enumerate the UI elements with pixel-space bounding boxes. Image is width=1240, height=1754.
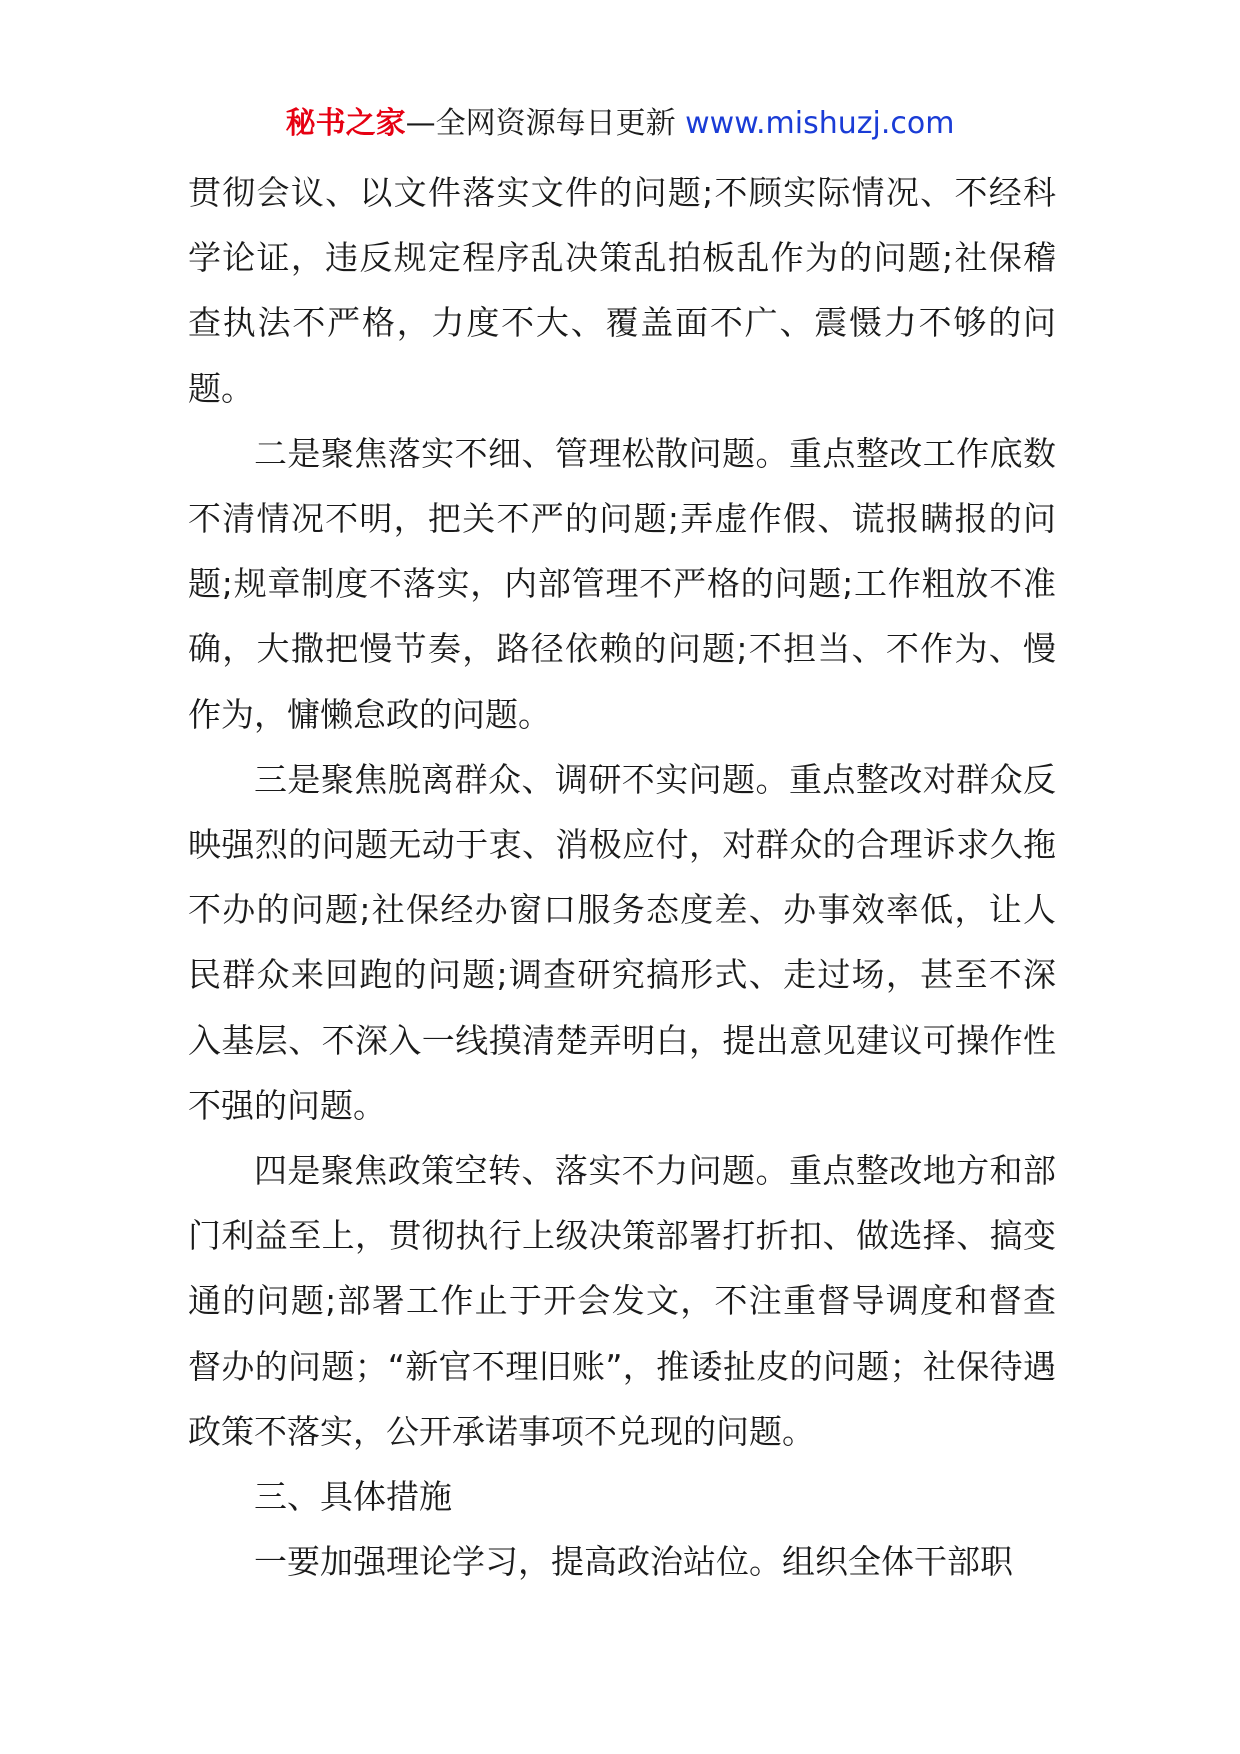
paragraph-focus-four: 四是聚焦政策空转、落实不力问题。重点整改地方和部门利益至上，贯彻执行上级决策部署打折扣、做选择、搞变通的问题;部署工作止于开会发文，不注重督导调度和督查督办的问题；“新官不理旧账”，推诿扯皮的问题；社保待遇政策不落实，公开承诺事项不兑现的问题。 bbox=[188, 1151, 1056, 1451]
paragraph-focus-three: 三是聚焦脱离群众、调研不实问题。重点整改对群众反映强烈的问题无动于衷、消极应付，对群众的合理诉求久拖不办的问题;社保经办窗口服务态度差、办事效率低，让人民群众来回跑的问题;调查研究搞形式、走过场，甚至不深入基层、不深入一线摸清楚弄明白，提出意见建议可操作性不强的问题。 bbox=[188, 759, 1056, 1125]
paragraph-focus-two: 二是聚焦落实不细、管理松散问题。重点整改工作底数不清情况不明，把关不严的问题;弄虚作假、谎报瞒报的问题;规章制度不落实，内部管理不严格的问题;工作粗放不准确，大撒把慢节奏，路径依赖的问题;不担当、不作为、慢作为，慵懒怠政的问题。 bbox=[188, 433, 1056, 734]
paragraph-measure-one: 一要加强理论学习，提高政治站位。组织全体干部职 bbox=[254, 1542, 1013, 1582]
section-heading-measures: 三、具体措施 bbox=[254, 1477, 452, 1517]
header-tagline: —全网资源每日更新 bbox=[405, 106, 686, 141]
paragraph-continuation: 贯彻会议、以文件落实文件的问题;不顾实际情况、不经科学论证，违反规定程序乱决策乱拍板乱作为的问题;社保稽查执法不严格，力度不大、覆盖面不广、震慑力不够的问题。 bbox=[188, 173, 1056, 408]
header-brand: 秘书之家 bbox=[285, 106, 406, 141]
document-body bbox=[188, 160, 1056, 1594]
page-header bbox=[0, 104, 1240, 144]
header-url-link[interactable]: www.mishuzj.com bbox=[685, 106, 955, 141]
